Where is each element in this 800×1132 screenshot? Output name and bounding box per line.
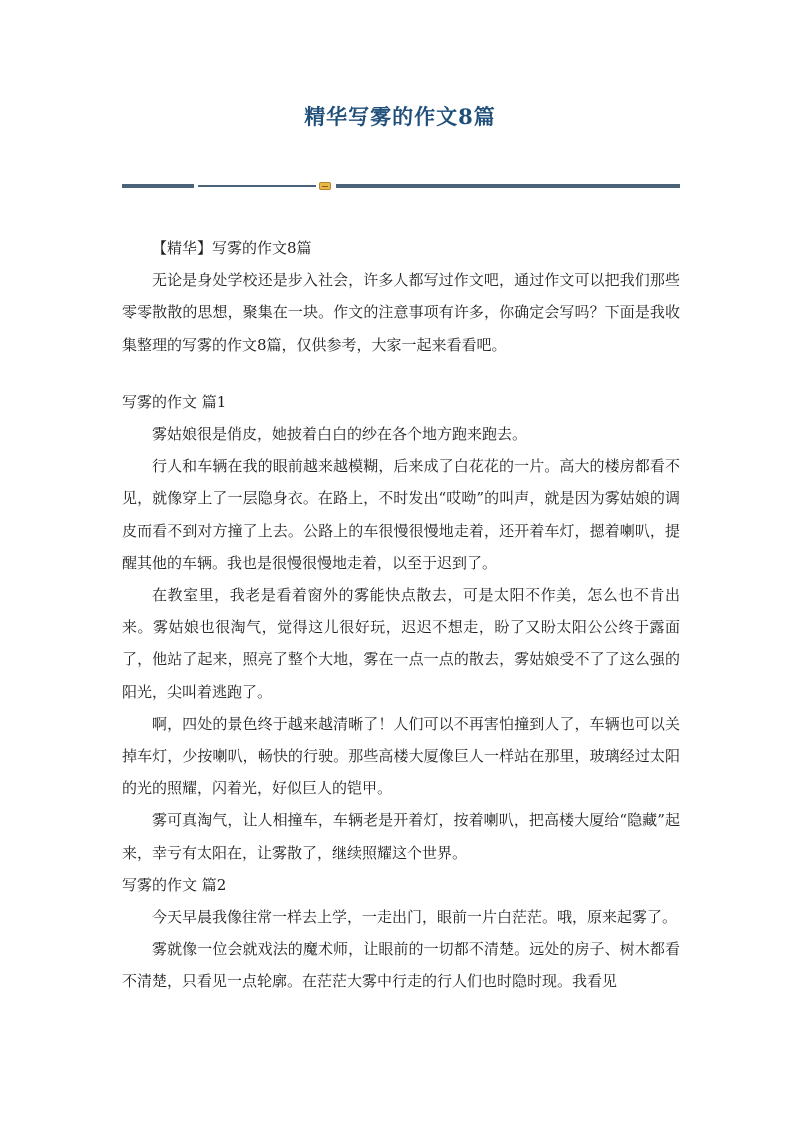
document-body [122, 232, 680, 998]
paragraph: 雾可真淘气，让人相撞车，车辆老是开着灯，按着喇叭，把高楼大厦给“隐藏”起来，幸亏有太阳在，让雾散了，继续照耀这个世界。 [122, 811, 680, 862]
section-heading: 写雾的作文 篇2 [122, 875, 227, 894]
paragraph: 雾姑娘很是俏皮，她披着白白的纱在各个地方跑来跑去。 [152, 425, 528, 444]
title-divider [122, 182, 680, 190]
paragraph: 雾就像一位会就戏法的魔术师，让眼前的一切都不清楚。远处的房子、树木都看不清楚，只看见一点轮廓。在茫茫大雾中行走的行人们也时隐时现。我看见 [122, 940, 680, 991]
section-heading: 写雾的作文 篇1 [122, 392, 227, 411]
paragraph: 在教室里，我老是看着窗外的雾能快点散去，可是太阳不作美，怎么也不肯出来。雾姑娘也很淘气，觉得这儿很好玩，迟迟不想走，盼了又盼太阳公公终于露面了，他站了起来，照亮了整个大地，雾在一点一点的散去，雾姑娘受不了了这么强的阳光，尖叫着逃跑了。 [122, 586, 680, 701]
paragraph: 行人和车辆在我的眼前越来越模糊，后来成了白花花的一片。高大的楼房都看不见，就像穿上了一层隐身衣。在路上，不时发出“哎呦”的叫声，就是因为雾姑娘的调皮而看不到对方撞了上去。公路上的车很慢很慢地走着，还开着车灯，摁着喇叭，提醒其他的车辆。我也是很慢很慢地走着，以至于迟到了。 [122, 457, 680, 572]
paragraph: 啊，四处的景色终于越来越清晰了！人们可以不再害怕撞到人了，车辆也可以关掉车灯，少按喇叭，畅快的行驶。那些高楼大厦像巨人一样站在那里，玻璃经过太阳的光的照耀，闪着光，好似巨人的铠甲。 [122, 714, 680, 798]
document-title: 精华写雾的作文8篇 [304, 104, 496, 129]
paragraph: 今天早晨我像往常一样去上学，一走出门，眼前一片白茫茫。哦，原来起雾了。 [152, 908, 678, 927]
intro-paragraph: 无论是身处学校还是步入社会，许多人都写过作文吧，通过作文可以把我们那些零零散散的思想，聚集在一块。作文的注意事项有许多，你确定会写吗？下面是我收集整理的写雾的作文8篇，仅供参考，大家一起来看看吧。 [122, 271, 680, 354]
divider-ornament-icon [319, 182, 331, 190]
document-subtitle: 【精华】写雾的作文8篇 [152, 239, 312, 257]
